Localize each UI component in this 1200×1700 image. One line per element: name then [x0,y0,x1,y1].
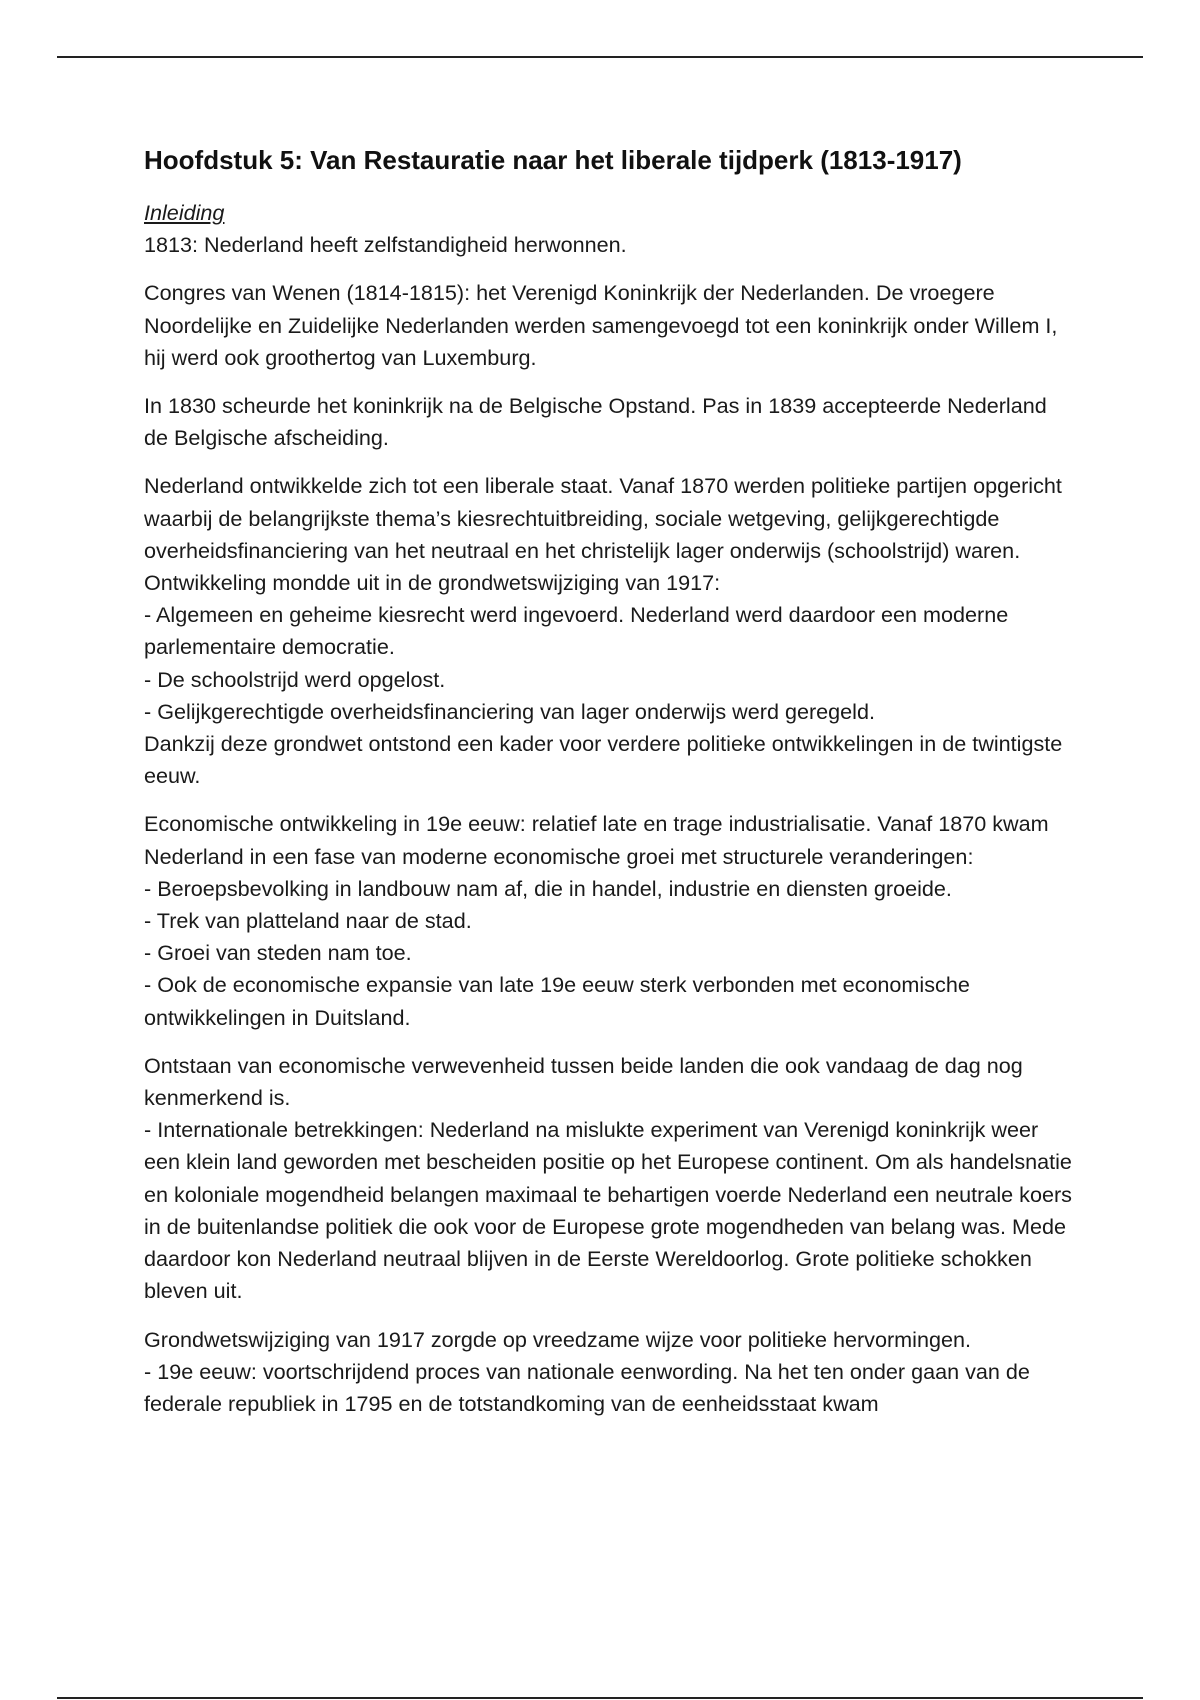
paragraph-4 [144,470,1074,792]
paragraph-line: Ontstaan van economische verwevenheid tussen beide landen die ook vandaag de dag nog kenmerkend is. [144,1052,1023,1111]
paragraph-2 [144,277,1074,374]
list-item: - Algemeen en geheime kiesrecht werd ingevoerd. Nederland werd daardoor een moderne parlementaire democratie. [144,602,1009,660]
paragraph-line: Nederland ontwikkelde zich tot een liberale staat. Vanaf 1870 werden politieke partijen opgericht waarbij de belangrijkste thema’s kiesrechtuitbreiding, sociale wetgeving, gelijkgerechtigde overheidsfinanciering van het neutraal en het christelijk lager onderwijs (schoolstrijd) waren. Ontwikkeling mondde uit in de grondwetswijziging van 1917: [144,473,1062,596]
list-item: - 19e eeuw: voortschrijdend proces van nationale eenwording. Na het ten onder gaan van de federale republiek in 1795 en de totstandkoming van de eenheidsstaat kwam [144,1358,1030,1416]
paragraph-3 [144,390,1074,454]
top-rule [57,56,1143,58]
paragraph-6 [144,1050,1074,1308]
list-item: - Groei van steden nam toe. [144,940,412,966]
paragraph-1 [144,229,1074,261]
paragraph-line: 1813: Nederland heeft zelfstandigheid herwonnen. [144,232,627,258]
list-item: - Beroepsbevolking in landbouw nam af, die in handel, industrie en diensten groeide. [144,875,952,901]
paragraph-line: Congres van Wenen (1814-1815): het Verenigd Koninkrijk der Nederlanden. De vroegere Noordelijke en Zuidelijke Nederlanden werden samengevoegd tot een koninkrijk onder Willem I, hij werd ook groothertog van Luxemburg. [144,280,1058,370]
list-item: - Ook de economische expansie van late 19e eeuw sterk verbonden met economische ontwikkelingen in Duitsland. [144,972,970,1030]
chapter-heading: Hoofdstuk 5: Van Restauratie naar het liberale tijdperk (1813-1917) [144,145,962,175]
paragraph-line: In 1830 scheurde het koninkrijk na de Belgische Opstand. Pas in 1839 accepteerde Nederland de Belgische afscheiding. [144,393,1047,451]
section-subheading: Inleiding [144,200,225,225]
bottom-rule [57,1697,1143,1699]
list-item: - Trek van platteland naar de stad. [144,908,472,934]
list-item: - Gelijkgerechtigde overheidsfinanciering van lager onderwijs werd geregeld. [144,698,875,724]
paragraph-line: Economische ontwikkeling in 19e eeuw: relatief late en trage industrialisatie. Vanaf 1870 kwam Nederland in een fase van moderne economische groei met structurele veranderingen: [144,811,1049,869]
document-body [144,142,1074,1436]
paragraph-5 [144,808,1074,1033]
list-item: - Internationale betrekkingen: Nederland na mislukte experiment van Verenigd koninkrijk weer een klein land geworden met bescheiden positie op het Europese continent. Om als handelsnatie en koloniale mogendheid belangen maximaal te behartigen voerde Nederland een neutrale koers in de buitenlandse politiek die ook voor de Europese grote mogendheden van belang was. Mede daardoor kon Nederland neutraal blijven in de Eerste Wereldoorlog. Grote politieke schokken bleven uit. [144,1117,1072,1304]
list-item: - De schoolstrijd werd opgelost. [144,666,446,692]
paragraph-7 [144,1324,1074,1421]
paragraph-line: Dankzij deze grondwet ontstond een kader voor verdere politieke ontwikkelingen in de twintigste eeuw. [144,731,1063,789]
paragraph-line: Grondwetswijziging van 1917 zorgde op vreedzame wijze voor politieke hervormingen. [144,1326,971,1352]
